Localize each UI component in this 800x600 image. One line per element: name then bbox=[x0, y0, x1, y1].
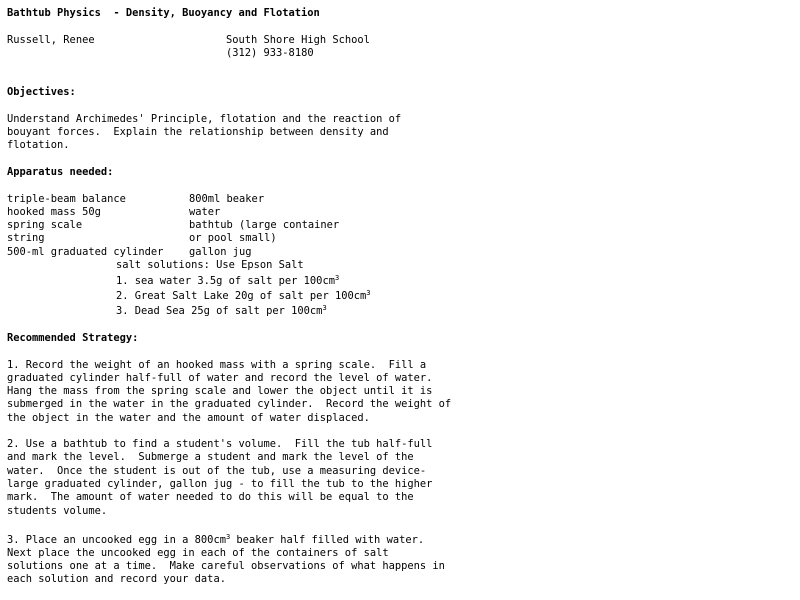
apparatus-item: bathtub (large container bbox=[189, 219, 340, 231]
author-name: Russell, Renee bbox=[7, 34, 95, 46]
document-title: Bathtub Physics - Density, Buoyancy and Flotation bbox=[7, 7, 320, 19]
objectives-line: bouyant forces. Explain the relationship between density and bbox=[7, 126, 389, 138]
strategy-heading: Recommended Strategy: bbox=[7, 332, 139, 344]
apparatus-item: 800ml beaker bbox=[189, 193, 265, 205]
strategy-step-1-line: Hang the mass from the spring scale and lower the object until it is bbox=[7, 385, 433, 397]
strategy-step-3-line: solutions one at a time. Make careful observations of what happens in bbox=[7, 560, 445, 572]
apparatus-item: 500-ml graduated cylinder bbox=[7, 246, 164, 258]
apparatus-item: string bbox=[7, 232, 45, 244]
strategy-step-1-line: submerged in the water in the graduated cylinder. Record the weight of bbox=[7, 398, 452, 410]
school-phone: (312) 933-8180 bbox=[226, 47, 314, 59]
apparatus-item: hooked mass 50g bbox=[7, 206, 101, 218]
strategy-step-3-line: 3. Place an uncooked egg in a $800cm^3$ beaker half filled with water. bbox=[7, 533, 425, 546]
strategy-step-1-line: graduated cylinder half-full of water and record the level of water. bbox=[7, 372, 433, 384]
strategy-step-2-line: water. Once the student is out of the tub, use a measuring device- bbox=[7, 465, 427, 477]
objectives-line: Understand Archimedes' Principle, flotation and the reaction of bbox=[7, 113, 402, 125]
objectives-heading: Objectives: bbox=[7, 86, 76, 98]
apparatus-item: spring scale bbox=[7, 219, 83, 231]
objectives-line: flotation. bbox=[7, 139, 70, 151]
strategy-step-3-line: Next place the uncooked egg in each of the containers of salt bbox=[7, 547, 389, 559]
strategy-step-2-line: large graduated cylinder, gallon jug - to fill the tub to the higher bbox=[7, 478, 433, 490]
apparatus-item: gallon jug bbox=[189, 246, 252, 258]
strategy-step-2-line: and mark the level. Submerge a student and mark the level of the bbox=[7, 451, 414, 463]
salt-solution-item: 3. Dead Sea 25g of salt per $100cm^3$ bbox=[116, 304, 327, 317]
strategy-step-1-line: 1. Record the weight of an hooked mass with a spring scale. Fill a bbox=[7, 359, 427, 371]
apparatus-item: or pool small) bbox=[189, 232, 277, 244]
strategy-step-3-line: each solution and record your data. bbox=[7, 573, 226, 585]
strategy-step-2-line: mark. The amount of water needed to do this will be equal to the bbox=[7, 491, 414, 503]
apparatus-heading: Apparatus needed: bbox=[7, 166, 114, 178]
apparatus-item: water bbox=[189, 206, 221, 218]
salt-solutions-heading: salt solutions: Use Epson Salt bbox=[116, 259, 304, 271]
school-name: South Shore High School bbox=[226, 34, 370, 46]
strategy-step-1-line: the object in the water and the amount of water displaced. bbox=[7, 412, 370, 424]
salt-solution-item: 1. sea water 3.5g of salt per $100cm^3$ bbox=[116, 274, 340, 287]
apparatus-item: triple-beam balance bbox=[7, 193, 126, 205]
salt-solution-item: 2. Great Salt Lake 20g of salt per $100cm^3$ bbox=[116, 289, 371, 302]
strategy-step-2-line: students volume. bbox=[7, 505, 108, 517]
strategy-step-2-line: 2. Use a bathtub to find a student's volume. Fill the tub half-full bbox=[7, 438, 433, 450]
